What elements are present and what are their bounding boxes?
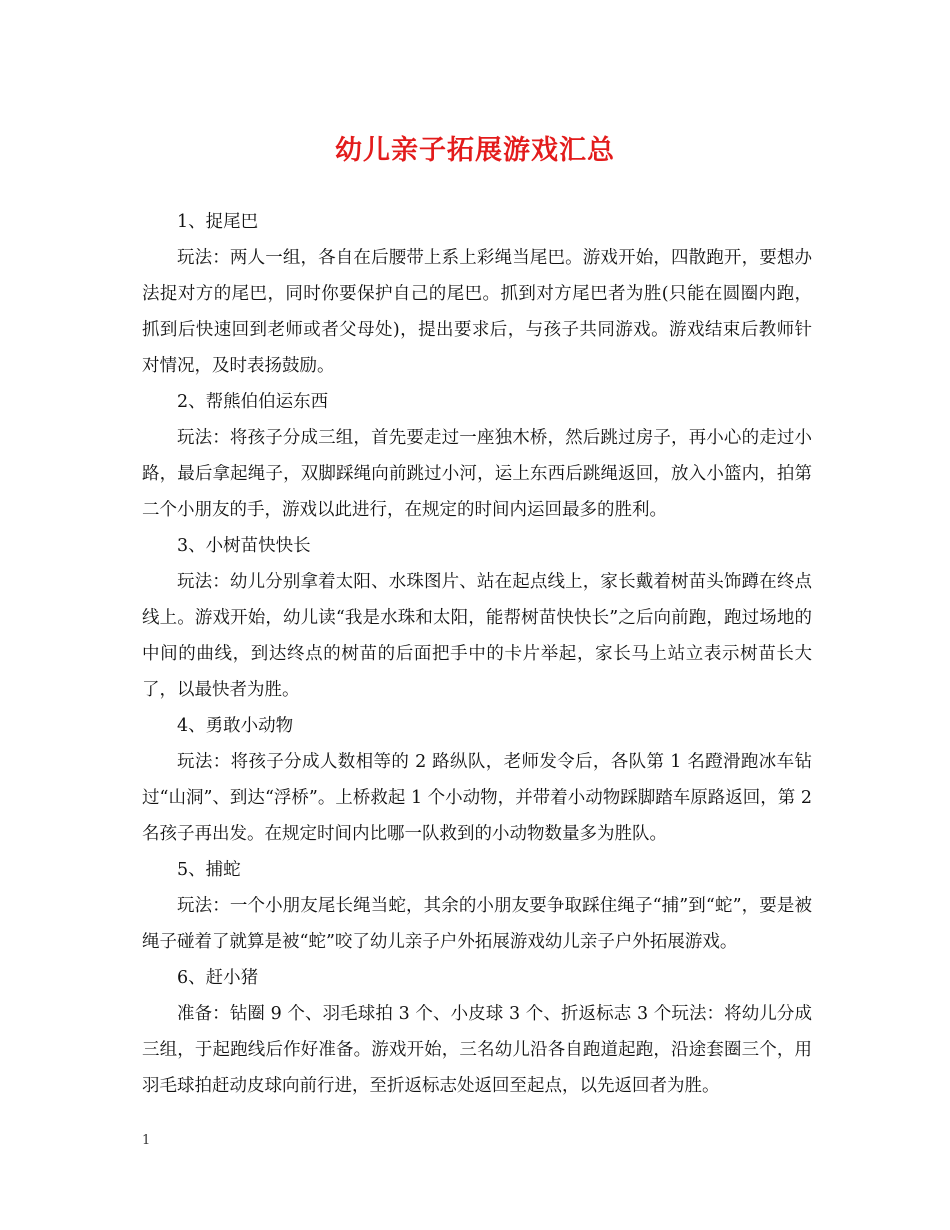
section-5-text: 玩法：一个小朋友尾长绳当蛇，其余的小朋友要争取踩住绳子“捕”到“蛇”，要是被绳子碰着了就算是被“蛇”咬了幼儿亲子户外拓展游戏幼儿亲子户外拓展游戏。: [142, 896, 812, 952]
page-number: 1: [142, 1133, 151, 1148]
section-2-text: 玩法：将孩子分成三组，首先要走过一座独木桥，然后跳过房子，再小心的走过小路，最后拿起绳子，双脚踩绳向前跳过小河，运上东西后跳绳返回，放入小篮内，拍第二个小朋友的手，游戏以此进行，在规定的时间内运回最多的胜利。: [142, 428, 812, 520]
document-body: [142, 204, 812, 1104]
section-4-text: 玩法：将孩子分成人数相等的 2 路纵队，老师发令后，各队第 1 名蹬滑跑冰车钻过“山洞”、到达“浮桥”。上桥救起 1 个小动物，并带着小动物踩脚踏车原路返回，第 2 名孩子再出发。在规定时间内比哪一队救到的小动物数量多为胜队。: [142, 752, 812, 844]
document-title: 幼儿亲子拓展游戏汇总: [335, 135, 615, 166]
section-2-heading: 2、帮熊伯伯运东西: [177, 392, 329, 412]
section-4-heading: 4、勇敢小动物: [177, 716, 294, 736]
section-3-heading: 3、小树苗快快长: [177, 536, 311, 556]
section-3-text: 玩法：幼儿分别拿着太阳、水珠图片、站在起点线上，家长戴着树苗头饰蹲在终点线上。游戏开始，幼儿读“我是水珠和太阳，能帮树苗快快长”之后向前跑，跑过场地的中间的曲线，到达终点的树苗的后面把手中的卡片举起，家长马上站立表示树苗长大了，以最快者为胜。: [142, 572, 812, 700]
section-5-heading: 5、捕蛇: [177, 860, 241, 880]
section-1-heading: 1、捉尾巴: [177, 212, 259, 232]
section-6-text: 准备：钻圈 9 个、羽毛球拍 3 个、小皮球 3 个、折返标志 3 个玩法：将幼儿分成三组，于起跑线后作好准备。游戏开始，三名幼儿沿各自跑道起跑，沿途套圈三个，用羽毛球拍赶动皮球向前行进，至折返标志处返回至起点，以先返回者为胜。: [142, 1004, 812, 1096]
section-6-heading: 6、赶小猪: [177, 968, 259, 988]
section-1-text: 玩法：两人一组，各自在后腰带上系上彩绳当尾巴。游戏开始，四散跑开，要想办法捉对方的尾巴，同时你要保护自己的尾巴。抓到对方尾巴者为胜(只能在圆圈内跑，抓到后快速回到老师或者父母处)，提出要求后，与孩子共同游戏。游戏结束后教师针对情况，及时表扬鼓励。: [142, 248, 812, 376]
